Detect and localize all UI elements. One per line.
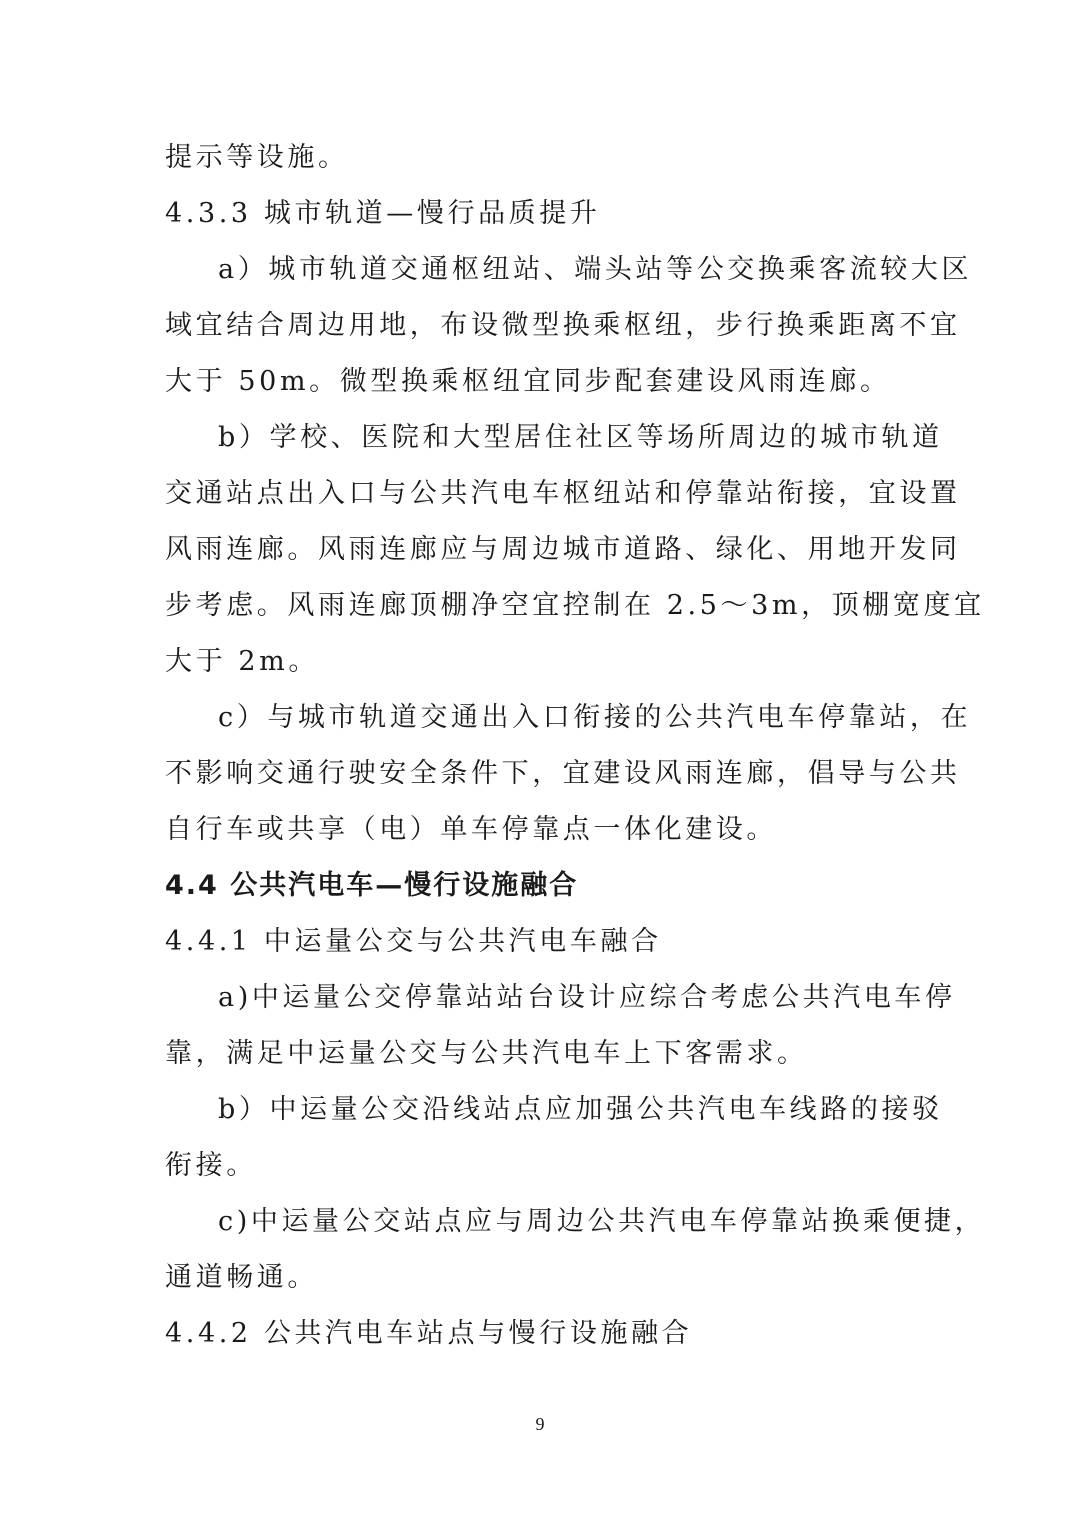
text-line: a)中运量公交停靠站站台设计应综合考虑公共汽电车停: [218, 982, 956, 1013]
text-line: 通道畅通。: [165, 1262, 318, 1293]
page-number: 9: [535, 1414, 545, 1434]
subsection-heading-4-4-2: 4.4.2 公共汽电车站点与慢行设施融合: [165, 1318, 693, 1349]
text-line: 步考虑。风雨连廊顶棚净空宜控制在 2.5～3m，顶棚宽度宜: [165, 590, 985, 621]
text-line: 自行车或共享（电）单车停靠点一体化建设。: [165, 814, 777, 845]
text-line: a）城市轨道交通枢纽站、端头站等公交换乘客流较大区: [218, 254, 973, 285]
text-line: 交通站点出入口与公共汽电车枢纽站和停靠站衔接，宜设置: [165, 478, 961, 509]
text-line: c)中运量公交站点应与周边公共汽电车停靠站换乘便捷，: [218, 1206, 986, 1237]
text-line: 不影响交通行驶安全条件下，宜建设风雨连廊，倡导与公共: [165, 758, 961, 789]
text-line: 大于 50m。微型换乘枢纽宜同步配套建设风雨连廊。: [165, 366, 891, 397]
subsection-heading-4-4-1: 4.4.1 中运量公交与公共汽电车融合: [165, 926, 662, 957]
text-line: 域宜结合周边用地，布设微型换乘枢纽，步行换乘距离不宜: [165, 310, 961, 341]
text-line: c）与城市轨道交通出入口衔接的公共汽电车停靠站，在: [218, 702, 972, 733]
text-line: 风雨连廊。风雨连廊应与周边城市道路、绿化、用地开发同: [165, 534, 961, 565]
text-line: b）中运量公交沿线站点应加强公共汽电车线路的接驳: [218, 1094, 943, 1125]
text-line: 提示等设施。: [165, 142, 349, 173]
section-heading-4-4: 4.4 公共汽电车—慢行设施融合: [165, 870, 579, 901]
text-line: 衔接。: [165, 1150, 257, 1181]
subsection-heading-4-3-3: 4.3.3 城市轨道—慢行品质提升: [165, 198, 601, 229]
text-line: 靠，满足中运量公交与公共汽电车上下客需求。: [165, 1038, 808, 1069]
text-line: b）学校、医院和大型居住社区等场所周边的城市轨道: [218, 422, 943, 453]
text-line: 大于 2m。: [165, 646, 319, 677]
